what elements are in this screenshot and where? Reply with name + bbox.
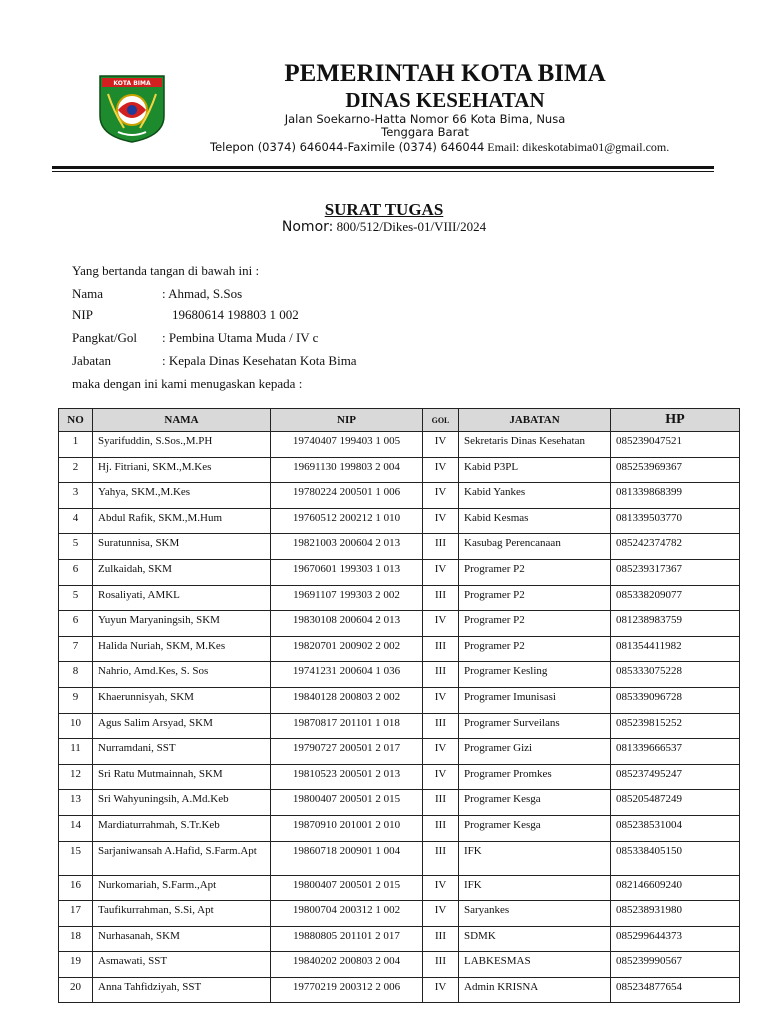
hp-cell: 085239047521 [611,432,740,458]
col-header-nip: NIP [271,409,423,432]
gol-cell: III [423,815,459,841]
nama-cell: Abdul Rafik, SKM.,M.Hum [93,508,271,534]
gol-cell: IV [423,901,459,927]
nip-label: NIP [72,307,93,322]
table-row [59,534,740,560]
document-title [0,200,768,220]
staff-table [58,408,740,1003]
jabatan-cell: Programer Kesling [459,662,611,688]
jabatan-cell: Programer Kesga [459,815,611,841]
document-title-text: SURAT TUGAS [324,200,444,219]
nip-cell: 19830108 200604 2 013 [271,611,423,637]
phone-text: Telepon (0374) 646044-Faximile (0374) 646044 [210,140,485,154]
contact-line [210,140,680,155]
intro-text: Yang bertanda tangan di bawah ini : [72,263,260,278]
nip-cell: 19800407 200501 2 015 [271,790,423,816]
letterhead-rule-thick [52,166,714,169]
nama-cell: Yuyun Maryaningsih, SKM [93,611,271,637]
nip-cell: 19800407 200501 2 015 [271,875,423,901]
nama-cell: Khaerunnisyah, SKM [93,687,271,713]
nama-cell: Nahrio, Amd.Kes, S. Sos [93,662,271,688]
col-header-nama: NAMA [93,409,271,432]
address-line-1: Jalan Soekarno-Hatta Nomor 66 Kota Bima, Nusa [284,112,566,126]
letterhead-rule-thin [52,171,714,172]
gol-cell: IV [423,875,459,901]
hp-cell: 085239317367 [611,559,740,585]
no-cell: 8 [59,662,93,688]
no-cell: 17 [59,901,93,927]
closing-text: maka dengan ini kami menugaskan kepada : [72,376,303,391]
no-cell: 11 [59,739,93,765]
jabatan-cell: IFK [459,875,611,901]
table-row [59,636,740,662]
hp-cell: 085339096728 [611,687,740,713]
nip-cell: 19741231 200604 1 036 [271,662,423,688]
jabatan-cell: Programer Surveilans [459,713,611,739]
gol-cell: III [423,952,459,978]
no-cell: 15 [59,841,93,875]
hp-cell: 085333075228 [611,662,740,688]
hp-cell: 082146609240 [611,875,740,901]
document-number-value: 800/512/Dikes-01/VIII/2024 [336,219,487,234]
document-number-label: Nomor: [281,219,334,235]
jabatan-cell: Sekretaris Dinas Kesehatan [459,432,611,458]
gol-cell: III [423,662,459,688]
nip-cell: 19870910 201001 2 010 [271,815,423,841]
hp-cell: 085242374782 [611,534,740,560]
hp-cell: 085238531004 [611,815,740,841]
jabatan-cell: Kabid Yankes [459,483,611,509]
jabatan-cell: SDMK [459,926,611,952]
pangkat-label: Pangkat/Gol [72,330,137,345]
no-cell: 6 [59,559,93,585]
jabatan-cell: Kasubag Perencanaan [459,534,611,560]
org-title: PEMERINTAH KOTA BIMA [284,60,606,87]
jabatan-cell: Kabid Kesmas [459,508,611,534]
jabatan-cell: Programer P2 [459,559,611,585]
no-cell: 3 [59,483,93,509]
no-cell: 20 [59,977,93,1003]
address-line-2: Tenggara Barat [381,125,469,139]
no-cell: 7 [59,636,93,662]
table-row [59,841,740,875]
nip-value: 19680614 198803 1 002 [172,307,299,322]
no-cell: 9 [59,687,93,713]
nama-cell: Sri Ratu Mutmainnah, SKM [93,764,271,790]
hp-cell: 085338405150 [611,841,740,875]
nama-cell: Yahya, SKM.,M.Kes [93,483,271,509]
hp-cell: 085338209077 [611,585,740,611]
table-row [59,559,740,585]
nama-cell: Nurramdani, SST [93,739,271,765]
jabatan-cell: Programer Imunisasi [459,687,611,713]
document-number [0,219,768,235]
gol-cell: IV [423,432,459,458]
no-cell: 19 [59,952,93,978]
staff-table-body [59,432,740,1003]
table-row [59,687,740,713]
nip-cell: 19670601 199303 1 013 [271,559,423,585]
nama-cell: Halida Nuriah, SKM, M.Kes [93,636,271,662]
address [270,113,580,139]
gol-cell: III [423,926,459,952]
table-row [59,926,740,952]
no-cell: 12 [59,764,93,790]
table-row [59,662,740,688]
table-row [59,713,740,739]
no-cell: 6 [59,611,93,637]
jabatan-cell: Programer Gizi [459,739,611,765]
table-row [59,585,740,611]
table-row [59,815,740,841]
col-header-jabatan: JABATAN [459,409,611,432]
nama-value: : Ahmad, S.Sos [162,286,243,301]
col-header-no: NO [59,409,93,432]
no-cell: 13 [59,790,93,816]
gol-cell: III [423,790,459,816]
gol-cell: IV [423,483,459,509]
gol-cell: IV [423,559,459,585]
col-header-gol: GOL [423,409,459,432]
hp-cell: 081339503770 [611,508,740,534]
no-cell: 1 [59,432,93,458]
table-row [59,739,740,765]
no-cell: 5 [59,534,93,560]
gol-cell: IV [423,508,459,534]
col-header-hp: HP [611,409,740,432]
table-row [59,977,740,1003]
table-row [59,764,740,790]
nip-cell: 19870817 201101 1 018 [271,713,423,739]
hp-cell: 085205487249 [611,790,740,816]
no-cell: 10 [59,713,93,739]
nama-cell: Suratunnisa, SKM [93,534,271,560]
nip-cell: 19691130 199803 2 004 [271,457,423,483]
nama-cell: Nurkomariah, S.Farm.,Apt [93,875,271,901]
table-row [59,875,740,901]
jabatan-cell: Programer Kesga [459,790,611,816]
gol-cell: IV [423,687,459,713]
gol-cell: III [423,534,459,560]
no-cell: 14 [59,815,93,841]
table-row [59,483,740,509]
email-text: Email: dikeskotabima01@gmail.com. [487,140,670,154]
jabatan-cell: LABKESMAS [459,952,611,978]
nip-cell: 19860718 200901 1 004 [271,841,423,875]
nip-cell: 19770219 200312 2 006 [271,977,423,1003]
nama-cell: Anna Tahfidziyah, SST [93,977,271,1003]
table-row [59,432,740,458]
hp-cell: 081339666537 [611,739,740,765]
nama-cell: Asmawati, SST [93,952,271,978]
hp-cell: 081354411982 [611,636,740,662]
nip-cell: 19880805 201101 2 017 [271,926,423,952]
hp-cell: 085237495247 [611,764,740,790]
nip-cell: 19810523 200501 2 013 [271,764,423,790]
nip-cell: 19691107 199303 2 002 [271,585,423,611]
no-cell: 16 [59,875,93,901]
table-row [59,952,740,978]
jabatan-cell: Programer P2 [459,585,611,611]
nama-cell: Agus Salim Arsyad, SKM [93,713,271,739]
nama-cell: Nurhasanah, SKM [93,926,271,952]
nip-cell: 19780224 200501 1 006 [271,483,423,509]
table-header-row [59,409,740,432]
gol-cell: III [423,713,459,739]
no-cell: 18 [59,926,93,952]
jabatan-cell: Programer P2 [459,611,611,637]
nama-cell: Taufikurrahman, S.Si, Apt [93,901,271,927]
gol-cell: III [423,585,459,611]
nip-cell: 19820701 200902 2 002 [271,636,423,662]
nip-cell: 19821003 200604 2 013 [271,534,423,560]
jabatan-cell: Programer Promkes [459,764,611,790]
nip-cell: 19760512 200212 1 010 [271,508,423,534]
nama-cell: Zulkaidah, SKM [93,559,271,585]
nip-cell: 19740407 199403 1 005 [271,432,423,458]
nip-cell: 19800704 200312 1 002 [271,901,423,927]
hp-cell: 085239990567 [611,952,740,978]
hp-cell: 085238931980 [611,901,740,927]
nip-cell: 19840202 200803 2 004 [271,952,423,978]
pangkat-value: : Pembina Utama Muda / IV c [162,330,319,345]
hp-cell: 081238983759 [611,611,740,637]
gol-cell: IV [423,739,459,765]
hp-cell: 085253969367 [611,457,740,483]
gol-cell: IV [423,457,459,483]
no-cell: 2 [59,457,93,483]
jabatan-cell: Kabid P3PL [459,457,611,483]
table-row [59,611,740,637]
table-row [59,457,740,483]
nama-cell: Sri Wahyuningsih, A.Md.Keb [93,790,271,816]
gol-cell: IV [423,764,459,790]
gol-cell: IV [423,977,459,1003]
dept-title: DINAS KESEHATAN [345,88,545,112]
gol-cell: III [423,636,459,662]
nip-cell: 19840128 200803 2 002 [271,687,423,713]
no-cell: 5 [59,585,93,611]
jabatan-value: : Kepala Dinas Kesehatan Kota Bima [162,353,357,368]
hp-cell: 081339868399 [611,483,740,509]
nama-cell: Rosaliyati, AMKL [93,585,271,611]
nama-cell: Hj. Fitriani, SKM.,M.Kes [93,457,271,483]
hp-cell: 085299644373 [611,926,740,952]
jabatan-cell: Saryankes [459,901,611,927]
jabatan-cell: IFK [459,841,611,875]
hp-cell: 085239815252 [611,713,740,739]
no-cell: 4 [59,508,93,534]
hp-cell: 085234877654 [611,977,740,1003]
jabatan-label: Jabatan [72,353,111,368]
gol-cell: III [423,841,459,875]
jabatan-cell: Admin KRISNA [459,977,611,1003]
table-row [59,790,740,816]
table-row [59,901,740,927]
gol-cell: IV [423,611,459,637]
nip-cell: 19790727 200501 2 017 [271,739,423,765]
nama-cell: Sarjaniwansah A.Hafid, S.Farm.Apt [93,841,271,875]
logo-text: KOTA BIMA [113,80,151,87]
kota-bima-logo [96,72,168,144]
jabatan-cell: Programer P2 [459,636,611,662]
table-row [59,508,740,534]
nama-label: Nama [72,286,104,301]
nama-cell: Mardiaturrahmah, S.Tr.Keb [93,815,271,841]
nama-cell: Syarifuddin, S.Sos.,M.PH [93,432,271,458]
